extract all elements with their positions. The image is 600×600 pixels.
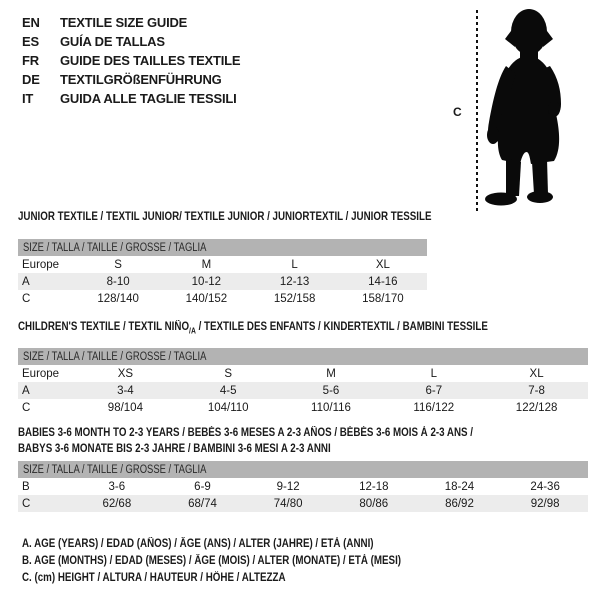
size-value-cell: 24-36: [530, 480, 560, 493]
size-header-cell: [18, 461, 588, 478]
size-value-cell: 86/92: [417, 495, 503, 512]
size-value-cell: 122/128: [515, 401, 558, 414]
language-code: IT: [22, 91, 34, 106]
junior-table-title: JUNIOR TEXTILE / TEXTIL JUNIOR/ TEXTILE JUNIOR / JUNIORTEXTIL / JUNIOR TESSILE: [18, 211, 432, 223]
row-label-cell: C: [22, 292, 31, 305]
children-table: [18, 348, 588, 416]
size-value-cell: 110/116: [311, 401, 351, 414]
size-value-cell: 158/170: [362, 292, 404, 305]
language-row: [22, 70, 240, 89]
size-value-cell: XS: [117, 367, 134, 380]
children-title-post: / TEXTILE DES ENFANTS / KINDERTEXTIL / BAMBINI TESSILE: [195, 321, 488, 333]
table-row: [18, 382, 588, 399]
table-row: [18, 365, 588, 382]
row-label-cell: A: [18, 382, 74, 399]
size-value-cell: M: [326, 367, 336, 380]
size-value-cell: 4-5: [177, 382, 280, 399]
table-row: [18, 273, 427, 290]
babies-section: [18, 425, 588, 512]
size-value-cell: 3-6: [108, 480, 126, 493]
size-figure: [450, 5, 600, 215]
language-label: GUÍA DE TALLAS: [60, 34, 165, 49]
size-value-cell: M: [201, 258, 212, 271]
row-label-cell: B: [22, 480, 30, 493]
size-value-cell: 68/74: [160, 495, 246, 512]
size-value-cell: 9-12: [276, 480, 300, 493]
table-row: [18, 256, 427, 273]
size-header-cell: [18, 239, 427, 256]
size-value-cell: XL: [375, 258, 390, 271]
size-value-cell: 6-7: [382, 382, 485, 399]
size-header-row: [18, 461, 588, 478]
size-value-cell: 6-9: [194, 480, 211, 493]
babies-title-line2: BABYS 3-6 MONATE BIS 2-3 JAHRE / BAMBINI 3-6 MESI A 2-3 ANNI: [18, 443, 331, 455]
language-label: TEXTILGRÖßENFÜHRUNG: [60, 72, 222, 87]
table-row: [18, 495, 588, 512]
children-title-sub: /A: [189, 326, 196, 336]
language-row: [22, 32, 240, 51]
size-value-cell: 12-18: [359, 480, 389, 493]
size-value-cell: 62/68: [74, 495, 160, 512]
language-code: FR: [22, 53, 39, 68]
size-header-text: SIZE / TALLA / TAILLE / GRÖSSE / TAGLIA: [23, 350, 207, 363]
size-value-cell: 7-8: [485, 382, 588, 399]
size-value-cell: 152/158: [273, 292, 316, 305]
footnote-b: B. AGE (MONTHS) / EDAD (MESES) / ÂGE (MOIS) / ALTER (MONATE) / ETÀ (MESI): [22, 555, 402, 567]
size-header-cell: [18, 348, 588, 365]
size-value-cell: 8-10: [74, 273, 162, 290]
size-value-cell: L: [291, 258, 298, 271]
size-value-cell: XL: [529, 367, 544, 380]
size-header-row: [18, 348, 588, 365]
size-header-text: SIZE / TALLA / TAILLE / GRÖSSE / TAGLIA: [23, 241, 207, 254]
language-code: EN: [22, 15, 40, 30]
row-label-cell: C: [18, 495, 74, 512]
children-section: [18, 321, 588, 416]
size-value-cell: S: [224, 367, 233, 380]
language-row: [22, 51, 240, 70]
language-code: ES: [22, 34, 39, 49]
size-value-cell: 104/110: [207, 401, 249, 414]
language-label: GUIDA ALLE TAGLIE TESSILI: [60, 91, 237, 106]
size-value-cell: 14-16: [339, 273, 427, 290]
size-value-cell: 3-4: [74, 382, 177, 399]
size-value-cell: 18-24: [444, 480, 475, 493]
size-value-cell: 10-12: [162, 273, 250, 290]
size-value-cell: 74/80: [245, 495, 331, 512]
size-value-cell: 140/152: [185, 292, 228, 305]
size-value-cell: 128/140: [97, 292, 139, 305]
height-measure-label: C: [453, 105, 462, 119]
size-value-cell: S: [114, 258, 122, 271]
language-label: TEXTILE SIZE GUIDE: [60, 15, 188, 30]
footnotes: [22, 536, 468, 587]
size-value-cell: 5-6: [280, 382, 383, 399]
row-label-cell: Europe: [22, 367, 60, 380]
junior-table: [18, 239, 427, 307]
size-value-cell: 12-13: [251, 273, 339, 290]
children-table-title: [18, 321, 503, 337]
size-value-cell: 98/104: [107, 401, 143, 414]
row-label-cell: Europe: [22, 258, 60, 271]
size-value-cell: L: [430, 367, 437, 380]
row-label-cell: C: [22, 401, 31, 414]
language-header: [22, 13, 240, 108]
babies-title-line1: BABIES 3-6 MONTH TO 2-3 YEARS / BEBÉS 3-6 MESES A 2-3 AÑOS / BÉBÉS 3-6 MOIS À 2-3 ANS /: [18, 427, 474, 439]
table-row: [18, 478, 588, 495]
language-code: DE: [22, 72, 40, 87]
babies-table-title: [18, 425, 503, 457]
footnote-a: A. AGE (YEARS) / EDAD (AÑOS) / ÂGE (ANS) / ALTER (JAHRE) / ETÀ (ANNI): [22, 538, 374, 550]
children-title-pre: CHILDREN'S TEXTILE / TEXTIL NIÑO: [18, 321, 190, 333]
language-label: GUIDE DES TAILLES TEXTILE: [60, 53, 241, 68]
junior-section: [18, 211, 432, 307]
language-row: [22, 89, 240, 108]
table-row: [18, 399, 588, 416]
babies-table: [18, 461, 588, 512]
size-value-cell: 92/98: [502, 495, 588, 512]
size-header-text: SIZE / TALLA / TAILLE / GRÖSSE / TAGLIA: [23, 463, 207, 476]
footnote-c: C. (cm) HEIGHT / ALTURA / HAUTEUR / HÖHE / ALTEZZA: [22, 572, 286, 584]
table-row: [18, 290, 427, 307]
height-dashed-line: [476, 10, 478, 212]
language-row: [22, 13, 240, 32]
size-header-row: [18, 239, 427, 256]
row-label-cell: A: [18, 273, 74, 290]
baby-silhouette-icon: [484, 8, 566, 208]
size-value-cell: 116/122: [413, 401, 455, 414]
size-value-cell: 80/86: [331, 495, 417, 512]
